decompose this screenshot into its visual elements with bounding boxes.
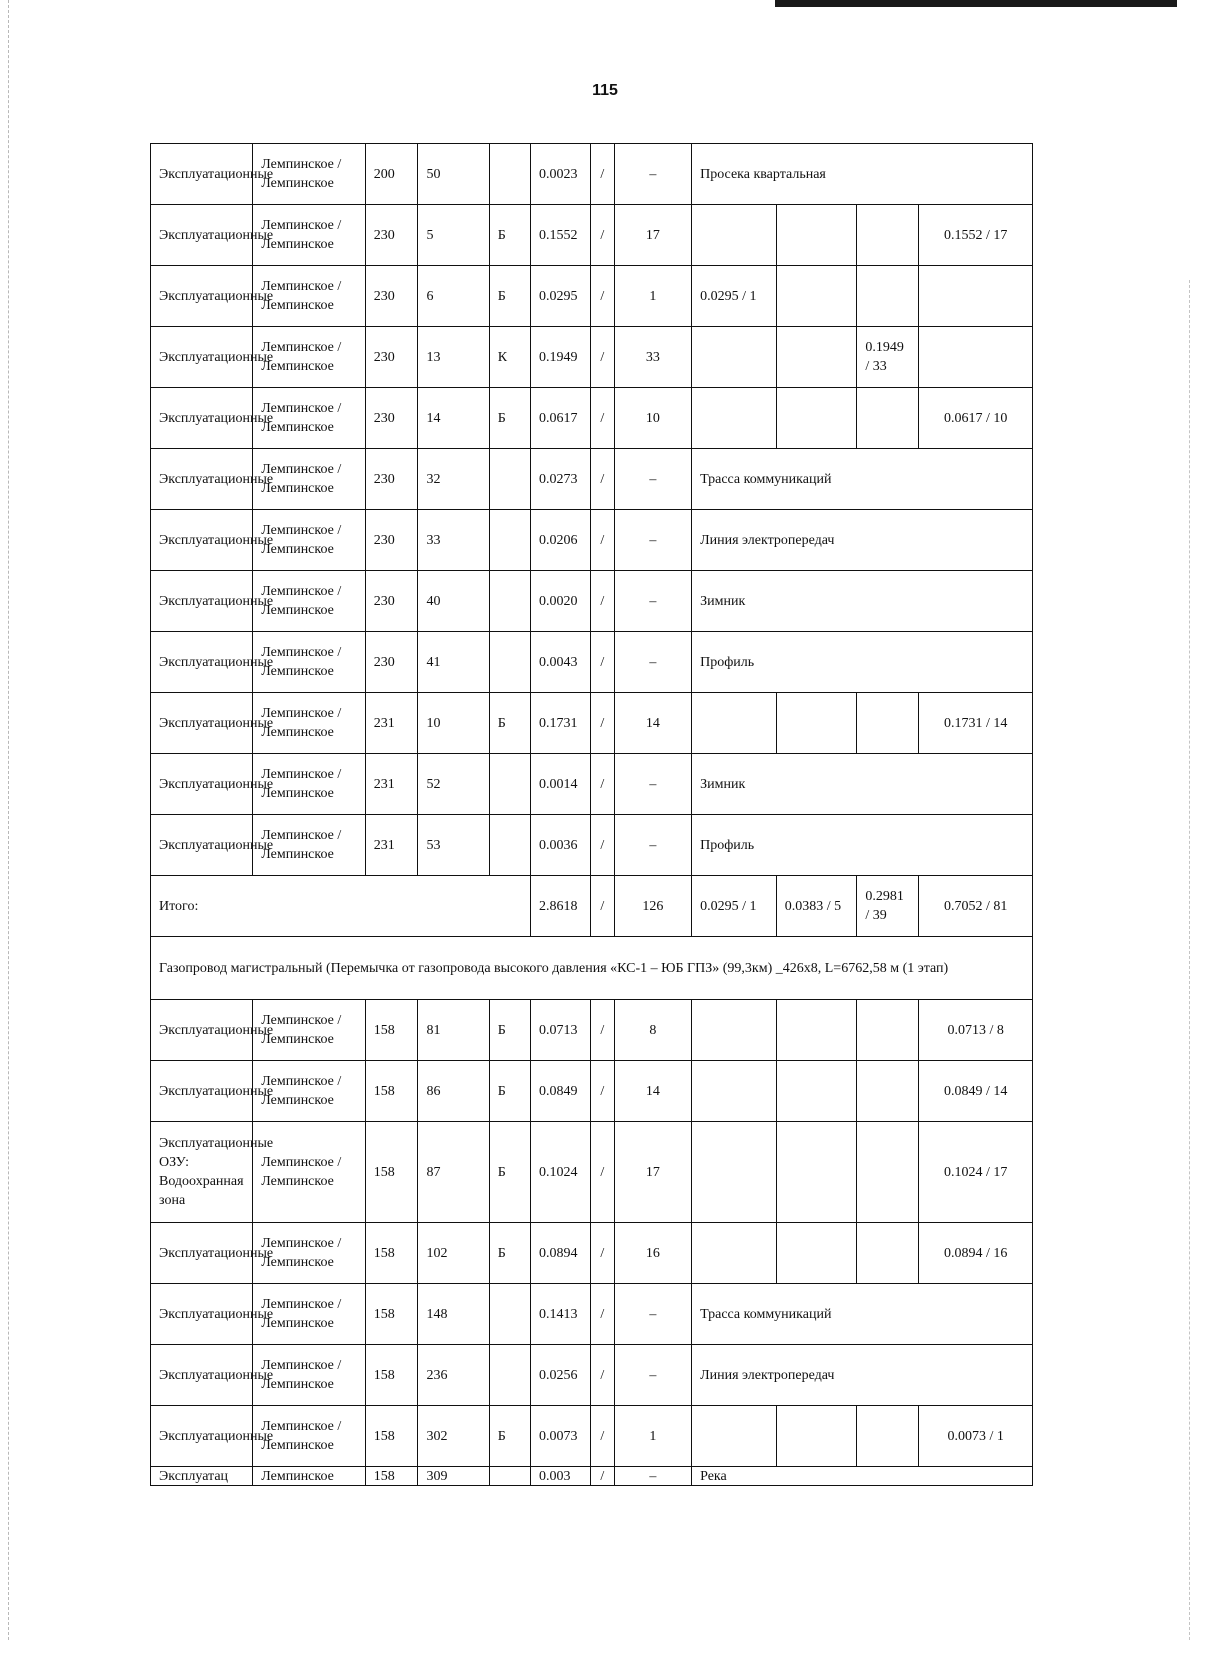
forestry-cell: Лемпинское / Лемпинское [253,449,366,510]
quarter-cell: 231 [365,693,418,754]
quarter-cell: 158 [365,1467,418,1486]
group-cell: Б [489,266,530,327]
section-title: Газопровод магистральный (Перемычка от газопровода высокого давления «КС-1 – ЮБ ГПЗ» (99,3км) _426х8, L=6762,58 м (1 этап) [151,937,1033,1000]
category-1-value [692,1061,777,1122]
group-cell [489,815,530,876]
forestry-cell: Лемпинское / Лемпинское [253,754,366,815]
tree-count: 14 [614,693,691,754]
category-cell: Эксплуатационные [151,754,253,815]
forestry-cell: Лемпинское / Лемпинское [253,388,366,449]
land-plots-table [150,143,1033,1486]
quarter-cell: 158 [365,1406,418,1467]
area-separator: / [590,1284,614,1345]
tree-count: 8 [614,1000,691,1061]
category-1-value [692,1000,777,1061]
area-separator: / [590,876,614,937]
category-cell: Эксплуатационные [151,205,253,266]
tree-count: 1 [614,1406,691,1467]
area-value: 0.0036 [531,815,591,876]
table-row [151,266,1033,327]
area-separator: / [590,693,614,754]
area-value: 0.003 [531,1467,591,1486]
forestry-cell: Лемпинское [253,1467,366,1486]
group-cell: Б [489,1000,530,1061]
tree-count: – [614,1284,691,1345]
area-separator: / [590,1406,614,1467]
land-use-note: Трасса коммуникаций [692,1284,1033,1345]
table-row [151,815,1033,876]
area-value: 0.1413 [531,1284,591,1345]
group-cell [489,449,530,510]
category-3-value [857,205,919,266]
area-separator: / [590,1467,614,1486]
plot-cell: 33 [418,510,489,571]
quarter-cell: 230 [365,327,418,388]
forestry-cell: Лемпинское / Лемпинское [253,1284,366,1345]
tree-count: – [614,1345,691,1406]
category-4-value: 0.0713 / 8 [919,1000,1033,1061]
quarter-cell: 158 [365,1061,418,1122]
table-row [151,632,1033,693]
land-use-note: Просека квартальная [692,144,1033,205]
land-use-note: Линия электропередач [692,1345,1033,1406]
tree-count: – [614,1467,691,1486]
quarter-cell: 158 [365,1284,418,1345]
category-2-value [776,388,857,449]
plot-cell: 102 [418,1223,489,1284]
plot-cell: 148 [418,1284,489,1345]
plot-cell: 32 [418,449,489,510]
quarter-cell: 158 [365,1223,418,1284]
category-3-value: 0.1949 / 33 [857,327,919,388]
table-row [151,449,1033,510]
quarter-cell: 200 [365,144,418,205]
category-1-value [692,205,777,266]
area-separator: / [590,1345,614,1406]
quarter-cell: 231 [365,754,418,815]
category-cell: Эксплуатац [151,1467,253,1486]
area-value: 0.0043 [531,632,591,693]
plot-cell: 5 [418,205,489,266]
land-use-note: Профиль [692,632,1033,693]
category-4-value: 0.0617 / 10 [919,388,1033,449]
table-row [151,388,1033,449]
category-cell: Эксплуатационные [151,815,253,876]
area-value: 0.1024 [531,1122,591,1223]
group-cell [489,571,530,632]
area-value: 0.0713 [531,1000,591,1061]
table-row [151,1122,1033,1223]
category-1-value [692,327,777,388]
forestry-cell: Лемпинское / Лемпинское [253,1122,366,1223]
table-row [151,1000,1033,1061]
category-3-value [857,1061,919,1122]
area-separator: / [590,1000,614,1061]
table-row [151,571,1033,632]
table-row [151,1284,1033,1345]
plot-cell: 10 [418,693,489,754]
quarter-cell: 230 [365,571,418,632]
category-2-value [776,1406,857,1467]
area-value: 0.1552 [531,205,591,266]
area-value: 0.0295 [531,266,591,327]
group-cell: Б [489,388,530,449]
area-value: 0.0849 [531,1061,591,1122]
table-row [151,1061,1033,1122]
forestry-cell: Лемпинское / Лемпинское [253,815,366,876]
category-4-value: 0.1731 / 14 [919,693,1033,754]
tree-count: 17 [614,205,691,266]
forestry-cell: Лемпинское / Лемпинское [253,632,366,693]
category-3-value [857,388,919,449]
scan-edge-left [8,0,9,1640]
forestry-cell: Лемпинское / Лемпинское [253,693,366,754]
tree-count: – [614,815,691,876]
forestry-cell: Лемпинское / Лемпинское [253,266,366,327]
area-value: 0.0014 [531,754,591,815]
plot-cell: 14 [418,388,489,449]
land-use-note: Линия электропередач [692,510,1033,571]
tree-count: 126 [614,876,691,937]
group-cell [489,754,530,815]
category-cell: Эксплуатационные [151,449,253,510]
plot-cell: 87 [418,1122,489,1223]
area-value: 0.0020 [531,571,591,632]
table-row [151,205,1033,266]
area-value: 0.0617 [531,388,591,449]
category-1-value [692,388,777,449]
group-cell: Б [489,205,530,266]
plot-cell: 40 [418,571,489,632]
plot-cell: 41 [418,632,489,693]
category-3-value [857,1406,919,1467]
tree-count: – [614,510,691,571]
forestry-cell: Лемпинское / Лемпинское [253,1223,366,1284]
area-separator: / [590,632,614,693]
category-3-value [857,1223,919,1284]
area-separator: / [590,327,614,388]
area-separator: / [590,510,614,571]
table-row [151,510,1033,571]
category-1-value [692,1223,777,1284]
total-row [151,876,1033,937]
category-2-value [776,205,857,266]
quarter-cell: 230 [365,632,418,693]
land-use-note: Профиль [692,815,1033,876]
area-separator: / [590,1223,614,1284]
area-value: 0.0023 [531,144,591,205]
quarter-cell: 231 [365,815,418,876]
tree-count: 33 [614,327,691,388]
category-4-value [919,327,1033,388]
category-4-value: 0.7052 / 81 [919,876,1033,937]
quarter-cell: 230 [365,205,418,266]
plot-cell: 50 [418,144,489,205]
land-use-note: Зимник [692,754,1033,815]
plot-cell: 6 [418,266,489,327]
area-separator: / [590,1122,614,1223]
category-cell: Эксплуатационные [151,327,253,388]
category-4-value: 0.0849 / 14 [919,1061,1033,1122]
quarter-cell: 158 [365,1122,418,1223]
scan-edge-right [1189,280,1190,1640]
tree-count: 14 [614,1061,691,1122]
group-cell: Б [489,693,530,754]
category-4-value: 0.0894 / 16 [919,1223,1033,1284]
category-1-value [692,1406,777,1467]
forestry-cell: Лемпинское / Лемпинское [253,1406,366,1467]
area-separator: / [590,449,614,510]
forestry-cell: Лемпинское / Лемпинское [253,571,366,632]
category-1-value: 0.0295 / 1 [692,266,777,327]
quarter-cell: 230 [365,388,418,449]
table-row [151,1223,1033,1284]
category-3-value [857,693,919,754]
forestry-cell: Лемпинское / Лемпинское [253,327,366,388]
category-cell: Эксплуатационные [151,388,253,449]
category-2-value: 0.0383 / 5 [776,876,857,937]
category-4-value: 0.0073 / 1 [919,1406,1033,1467]
forestry-cell: Лемпинское / Лемпинское [253,510,366,571]
area-value: 0.0073 [531,1406,591,1467]
quarter-cell: 158 [365,1000,418,1061]
table-row [151,1467,1033,1486]
area-separator: / [590,205,614,266]
land-use-note: Река [692,1467,1033,1486]
category-4-value [919,266,1033,327]
plot-cell: 52 [418,754,489,815]
category-4-value: 0.1552 / 17 [919,205,1033,266]
area-value: 0.0256 [531,1345,591,1406]
group-cell: Б [489,1223,530,1284]
area-separator: / [590,144,614,205]
category-1-value [692,693,777,754]
area-separator: / [590,388,614,449]
area-value: 2.8618 [531,876,591,937]
plot-cell: 53 [418,815,489,876]
category-cell: Эксплуатационные [151,693,253,754]
forestry-cell: Лемпинское / Лемпинское [253,1000,366,1061]
table-row [151,327,1033,388]
plot-cell: 236 [418,1345,489,1406]
forestry-cell: Лемпинское / Лемпинское [253,1345,366,1406]
tree-count: – [614,449,691,510]
plot-cell: 81 [418,1000,489,1061]
tree-count: – [614,571,691,632]
category-2-value [776,1061,857,1122]
group-cell [489,510,530,571]
category-cell: Эксплуатационные [151,1406,253,1467]
group-cell: К [489,327,530,388]
table-row [151,1406,1033,1467]
tree-count: 1 [614,266,691,327]
area-separator: / [590,754,614,815]
group-cell [489,1284,530,1345]
plot-cell: 86 [418,1061,489,1122]
plot-cell: 302 [418,1406,489,1467]
plot-cell: 309 [418,1467,489,1486]
category-2-value [776,1122,857,1223]
area-separator: / [590,1061,614,1122]
table-row [151,693,1033,754]
table-row [151,144,1033,205]
category-cell: Эксплуатационные [151,1345,253,1406]
quarter-cell: 158 [365,1345,418,1406]
category-cell: Эксплуатационные [151,1223,253,1284]
category-2-value [776,327,857,388]
plot-cell: 13 [418,327,489,388]
category-cell: Эксплуатационные [151,266,253,327]
category-cell: Эксплуатационные [151,1000,253,1061]
category-cell: Эксплуатационные [151,510,253,571]
area-value: 0.0206 [531,510,591,571]
category-2-value [776,693,857,754]
category-cell: Эксплуатационные [151,1284,253,1345]
area-value: 0.0273 [531,449,591,510]
table-row [151,754,1033,815]
group-cell [489,632,530,693]
category-1-value: 0.0295 / 1 [692,876,777,937]
category-cell: Эксплуатационные [151,571,253,632]
category-1-value [692,1122,777,1223]
category-3-value [857,1000,919,1061]
category-2-value [776,1223,857,1284]
area-value: 0.0894 [531,1223,591,1284]
land-use-note: Зимник [692,571,1033,632]
category-cell: Эксплуатационные ОЗУ: Водоохранная зона [151,1122,253,1223]
forestry-cell: Лемпинское / Лемпинское [253,144,366,205]
table-row [151,1345,1033,1406]
category-3-value [857,266,919,327]
category-4-value: 0.1024 / 17 [919,1122,1033,1223]
area-value: 0.1731 [531,693,591,754]
quarter-cell: 230 [365,510,418,571]
group-cell: Б [489,1122,530,1223]
tree-count: 16 [614,1223,691,1284]
tree-count: 10 [614,388,691,449]
forestry-cell: Лемпинское / Лемпинское [253,1061,366,1122]
group-cell: Б [489,1061,530,1122]
tree-count: – [614,632,691,693]
group-cell: Б [489,1406,530,1467]
category-cell: Эксплуатационные [151,1061,253,1122]
category-2-value [776,1000,857,1061]
total-label: Итого: [151,876,531,937]
group-cell [489,1467,530,1486]
group-cell [489,1345,530,1406]
scan-top-bar [775,0,1177,7]
area-value: 0.1949 [531,327,591,388]
quarter-cell: 230 [365,266,418,327]
group-cell [489,144,530,205]
category-cell: Эксплуатационные [151,144,253,205]
land-use-note: Трасса коммуникаций [692,449,1033,510]
area-separator: / [590,571,614,632]
area-separator: / [590,266,614,327]
tree-count: – [614,144,691,205]
category-2-value [776,266,857,327]
category-3-value: 0.2981 / 39 [857,876,919,937]
page-number: 115 [592,82,618,99]
section-row [151,937,1033,1000]
area-separator: / [590,815,614,876]
tree-count: – [614,754,691,815]
category-cell: Эксплуатационные [151,632,253,693]
quarter-cell: 230 [365,449,418,510]
tree-count: 17 [614,1122,691,1223]
category-3-value [857,1122,919,1223]
forestry-cell: Лемпинское / Лемпинское [253,205,366,266]
